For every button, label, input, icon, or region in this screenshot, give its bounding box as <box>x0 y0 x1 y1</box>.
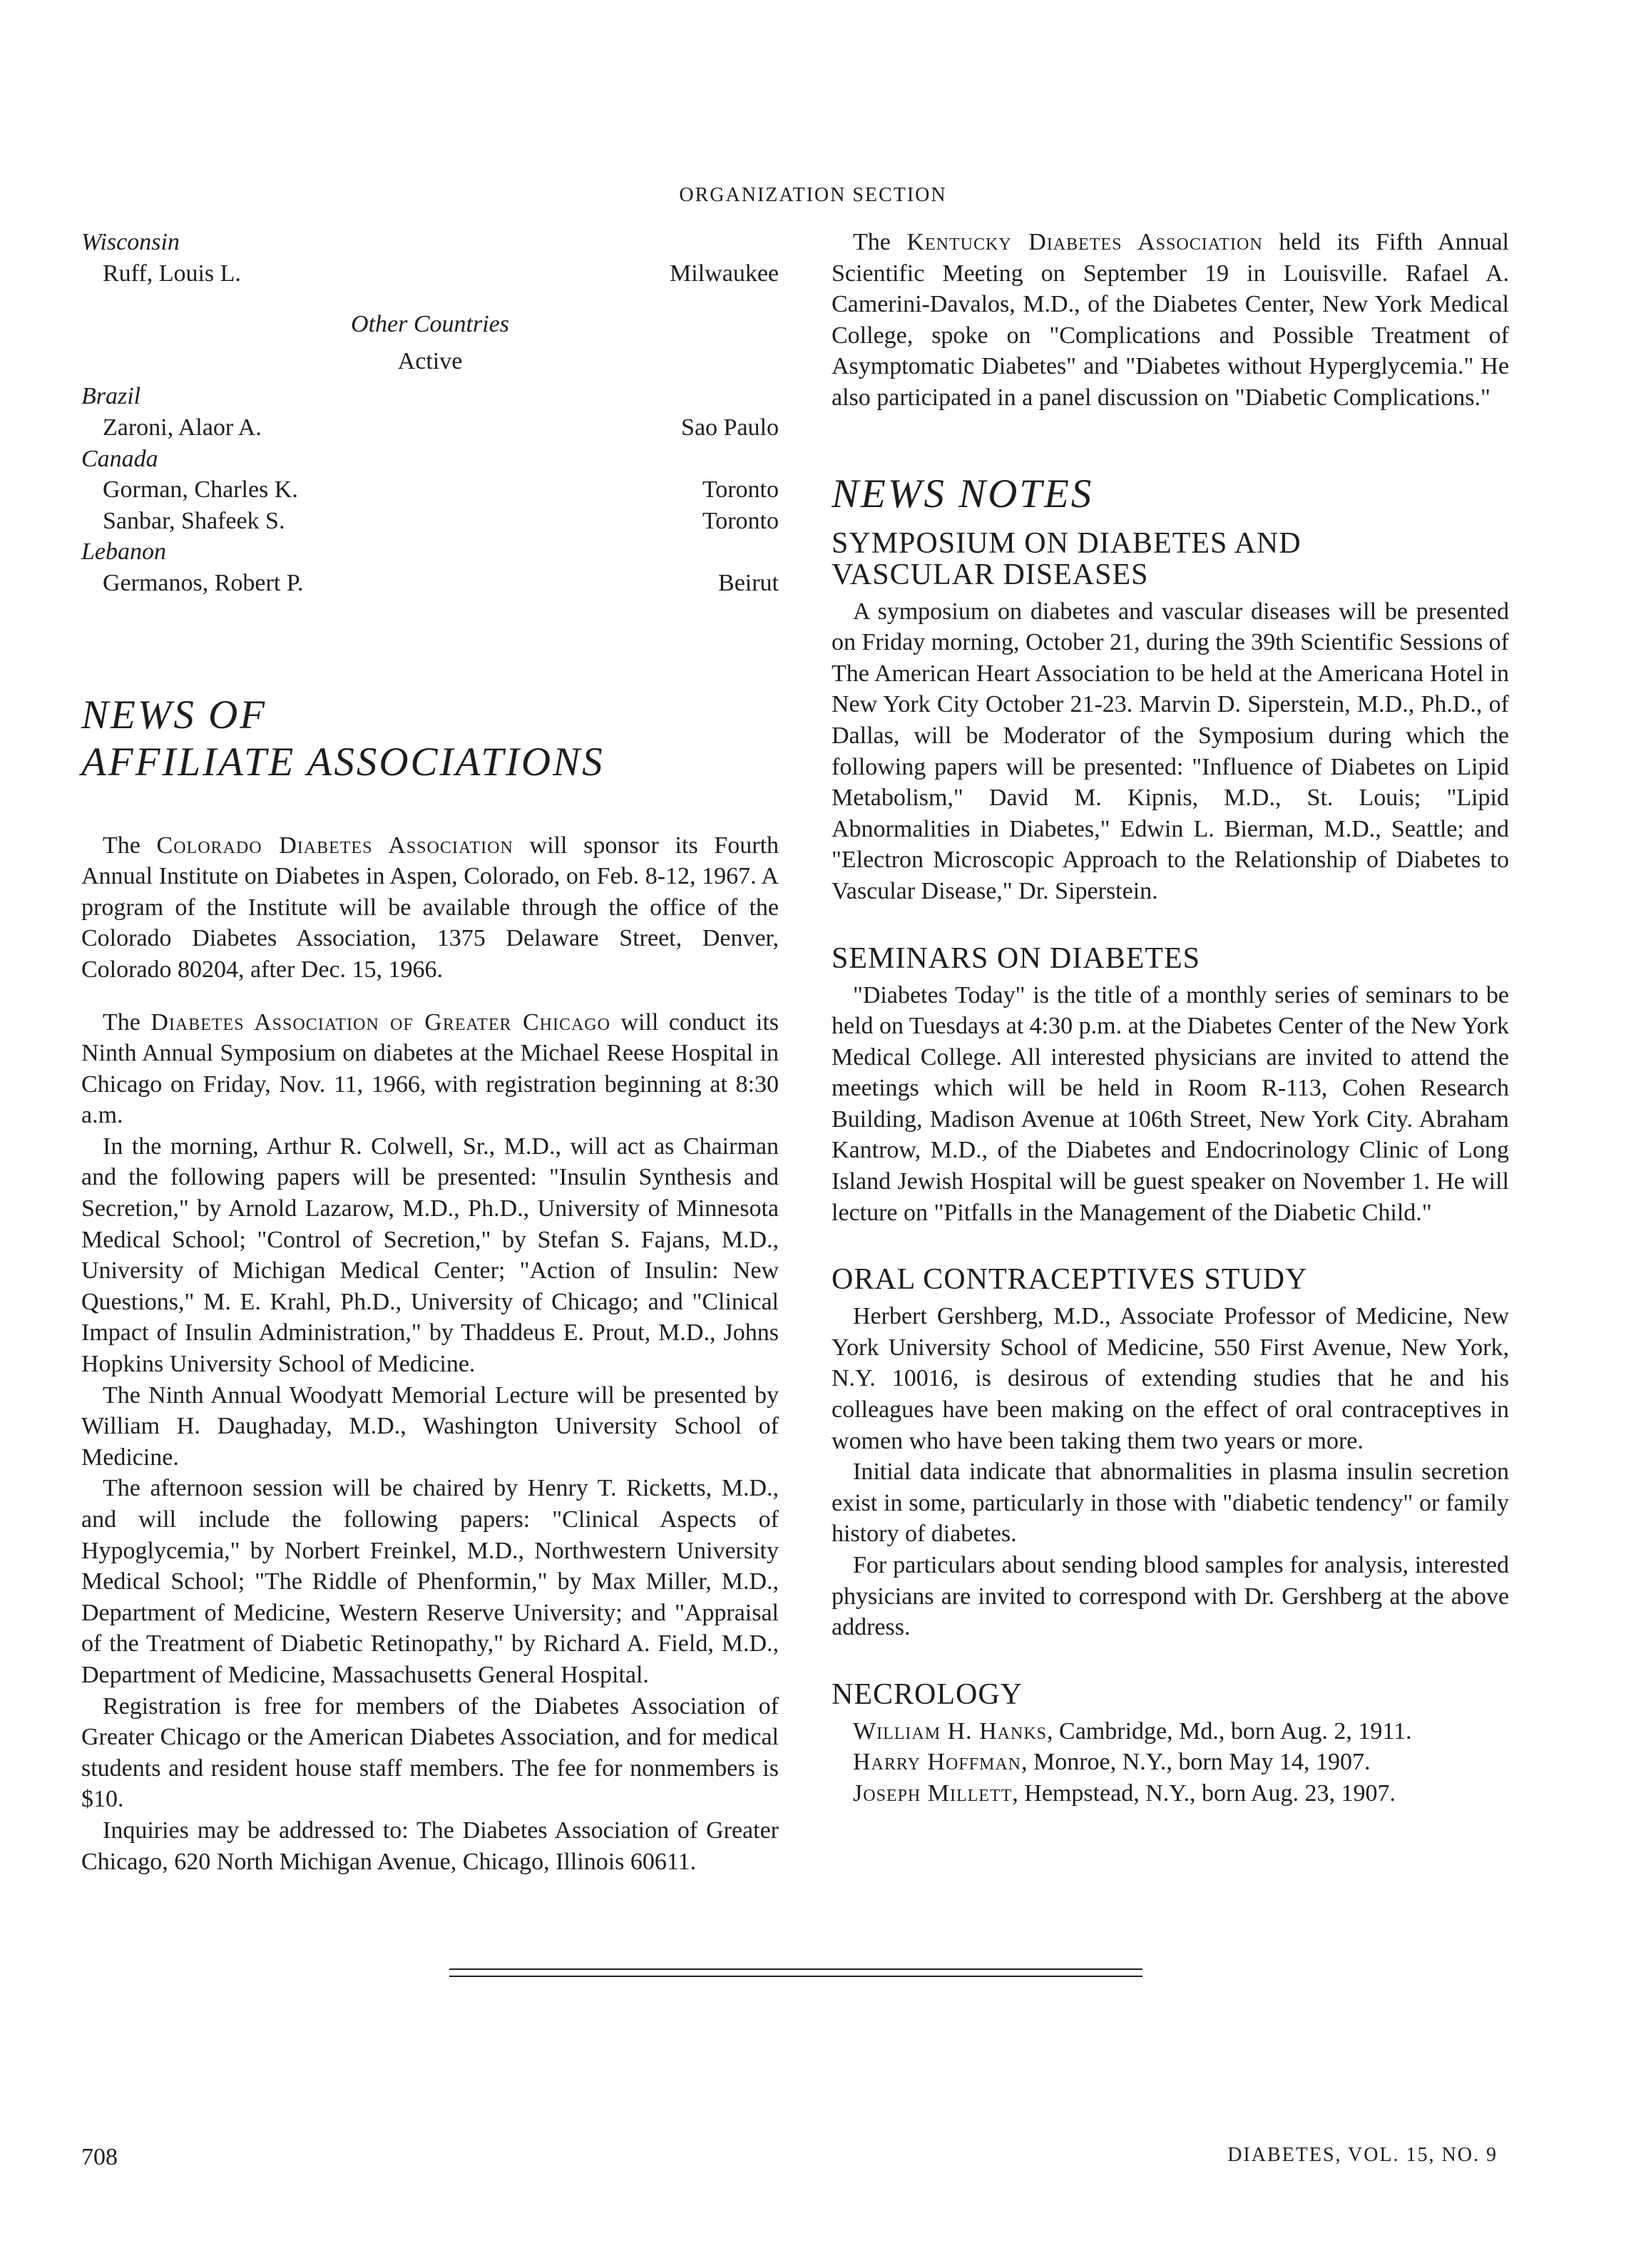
roster-row <box>81 568 779 599</box>
kentucky-paragraph <box>832 227 1509 414</box>
org-name: Kentucky Diabetes Association <box>906 229 1263 255</box>
roster-row <box>81 474 779 506</box>
text-run: The <box>103 832 140 859</box>
affiliates-title-line2: AFFILIATE ASSOCIATIONS <box>81 739 605 785</box>
right-column <box>832 227 1509 1809</box>
org-name: Colorado Diabetes Association <box>156 832 513 859</box>
running-head: ORGANIZATION SECTION <box>679 184 947 206</box>
roster-row <box>81 258 779 290</box>
active-heading: Active <box>397 347 463 374</box>
woodyatt-paragraph: The Ninth Annual Woodyatt Memorial Lecture will be presented by William H. Daughaday, M.D., Washington University School of Medicine. <box>81 1381 779 1471</box>
member-name: Gorman, Charles K. <box>103 476 298 504</box>
member-city: Sao Paulo <box>681 414 779 441</box>
region-heading: Brazil <box>81 383 141 410</box>
seminars-title: SEMINARS ON DIABETES <box>832 941 1201 975</box>
oral-paragraph-3: For particulars about sending blood samples for analysis, interested physicians are invited to correspond with Dr. Gershberg at the above address. <box>832 1552 1509 1641</box>
divider-rule <box>449 1976 1142 1977</box>
symposium-title <box>832 528 1509 591</box>
journal-footer: DIABETES, VOL. 15, NO. 9 <box>1227 2144 1498 2166</box>
registration-paragraph: Registration is free for members of the Diabetes Association of Greater Chicago or the American Diabetes Association, and for medical students and resident house staff members. The fee for nonmembers is $10. <box>81 1692 779 1813</box>
member-name: Sanbar, Shafeek S. <box>103 507 285 534</box>
page-number: 708 <box>81 2144 118 2170</box>
necrology-entry <box>832 1778 1509 1809</box>
necrology-name: Joseph Millett <box>853 1779 1013 1807</box>
oral-paragraph-2: Initial data indicate that abnormalities in plasma insulin secretion exist in some, particularly in those with "diabetic tendency" or family history of diabetes. <box>832 1459 1509 1548</box>
org-name: Diabetes Association of Greater Chicago <box>150 1008 610 1036</box>
inquiries-paragraph: Inquiries may be addressed to: The Diabetes Association of Greater Chicago, 620 North Michigan Avenue, Chicago, Illinois 60611. <box>81 1817 779 1875</box>
oral-contraceptives-title: ORAL CONTRACEPTIVES STUDY <box>832 1263 1308 1297</box>
necrology-entry <box>832 1716 1509 1747</box>
necrology-detail: , Hempstead, N.Y., born Aug. 23, 1907. <box>1012 1779 1396 1807</box>
member-city: Milwaukee <box>670 260 779 287</box>
member-name: Germanos, Robert P. <box>103 569 304 596</box>
symposium-title-line1: SYMPOSIUM ON DIABETES AND <box>832 526 1302 560</box>
left-column <box>81 227 779 1877</box>
divider-rule <box>449 1968 1142 1970</box>
region-heading: Lebanon <box>81 538 166 566</box>
roster-row <box>81 506 779 537</box>
symposium-paragraph: A symposium on diabetes and vascular diseases will be presented on Friday morning, October 21, during the 39th Scientific Sessions of The American Heart Association to be held at the Americana Hotel in New York City October 21-23. Marvin D. Siperstein, M.D., Ph.D., of Dallas, will be Moderator of the Symposium during which the following papers will be presented: "Influence of Diabetes on Lipid Metabolism," David M. Kipnis, M.D., St. Louis; "Lipid Abnormalities in Diabetes," Edwin L. Bierman, M.D., Seattle; and "Electron Microscopic Approach to the Relationship of Diabetes to Vascular Disease," Dr. Siperstein. <box>832 598 1509 904</box>
necrology-list <box>832 1716 1509 1809</box>
affiliates-title <box>81 692 779 786</box>
text-run: held its Fifth Annual Scientific Meeting on September 19 in Louisville. Rafael A. Camerini-Davalos, M.D., of the Diabetes Center, New York Medical College, spoke on "Complications and Possible Treatment of Asymptomatic Diabetes" and "Diabetes without Hyperglycemia." He also participated in a panel discussion on "Diabetic Complications." <box>832 229 1510 411</box>
news-notes-title: NEWS NOTES <box>832 471 1094 516</box>
text-run: will conduct its Ninth Annual Symposium on diabetes at the Michael Reese Hospital in Chicago on Friday, Nov. 11, 1966, with registration beginning at 8:30 a.m. <box>81 1008 779 1129</box>
member-city: Toronto <box>702 507 779 534</box>
member-name: Zaroni, Alaor A. <box>103 414 262 441</box>
region-heading: Canada <box>81 445 158 472</box>
member-city: Toronto <box>702 476 779 504</box>
necrology-name: Harry Hoffman <box>853 1749 1021 1776</box>
symposium-title-line2: VASCULAR DISEASES <box>832 558 1149 591</box>
member-city: Beirut <box>718 569 779 596</box>
text-run: The <box>103 1008 140 1036</box>
necrology-name: William H. Hanks <box>853 1717 1048 1745</box>
other-countries-heading: Other Countries <box>351 311 509 338</box>
seminars-paragraph: "Diabetes Today" is the title of a monthly series of seminars to be held on Tuesdays at 4:30 p.m. at the Diabetes Center of the New York Medical College. All interested physicians are invited to attend the meetings which will be held in Room R-113, Cohen Research Building, Madison Avenue at 106th Street, New York City. Abraham Kantrow, M.D., of the Diabetes and Endocrinology Clinic of Long Island Jewish Hospital will be guest speaker on November 1. He will lecture on "Pitfalls in the Management of the Diabetic Child." <box>832 981 1509 1226</box>
necrology-entry <box>832 1747 1509 1778</box>
necrology-detail: , Cambridge, Md., born Aug. 2, 1911. <box>1047 1717 1412 1745</box>
text-run: The <box>853 229 891 255</box>
necrology-detail: , Monroe, N.Y., born May 14, 1907. <box>1021 1749 1371 1776</box>
affiliates-title-line1: NEWS OF <box>81 692 267 737</box>
chicago-paragraph <box>81 1007 779 1131</box>
morning-paragraph: In the morning, Arthur R. Colwell, Sr., M.D., will act as Chairman and the following papers will be presented: "Insulin Synthesis and Secretion," by Arnold Lazarow, M.D., Ph.D., University of Minnesota Medical School; "Control of Secretion," by Stefan S. Fajans, M.D., University of Michigan Medical Center; "Action of Insulin: New Questions," M. E. Krahl, Ph.D., University of Chicago; and "Clinical Impact of Insulin Administration," by Thaddeus E. Prout, M.D., Johns Hopkins University School of Medicine. <box>81 1133 779 1378</box>
afternoon-paragraph: The afternoon session will be chaired by Henry T. Ricketts, M.D., and will include the following papers: "Clinical Aspects of Hypoglycemia," by Norbert Freinkel, M.D., Northwestern University Medical School; "The Riddle of Phenformin," by Max Miller, M.D., Department of Medicine, Western Reserve University; and "Appraisal of the Treatment of Diabetic Retinopathy," by Richard A. Field, M.D., Department of Medicine, Massachusetts General Hospital. <box>81 1475 779 1688</box>
roster-row <box>81 412 779 444</box>
colorado-paragraph <box>81 830 779 986</box>
region-heading: Wisconsin <box>81 229 180 255</box>
text-run: will sponsor its Fourth Annual Institute on Diabetes in Aspen, Colorado, on Feb. 8-12, 1967. A program of the Institute will be available through the office of the Colorado Diabetes Association, 1375 Delaware Street, Denver, Colorado 80204, after Dec. 15, 1966. <box>81 832 779 983</box>
member-name: Ruff, Louis L. <box>103 260 241 287</box>
oral-paragraph-1: Herbert Gershberg, M.D., Associate Professor of Medicine, New York University School of Medicine, 550 First Avenue, New York, N.Y. 10016, is desirous of extending studies that he and his colleagues have been making on the effect of oral contraceptives in women who have been taking them two years or more. <box>832 1303 1509 1454</box>
necrology-title: NECROLOGY <box>832 1677 1023 1711</box>
